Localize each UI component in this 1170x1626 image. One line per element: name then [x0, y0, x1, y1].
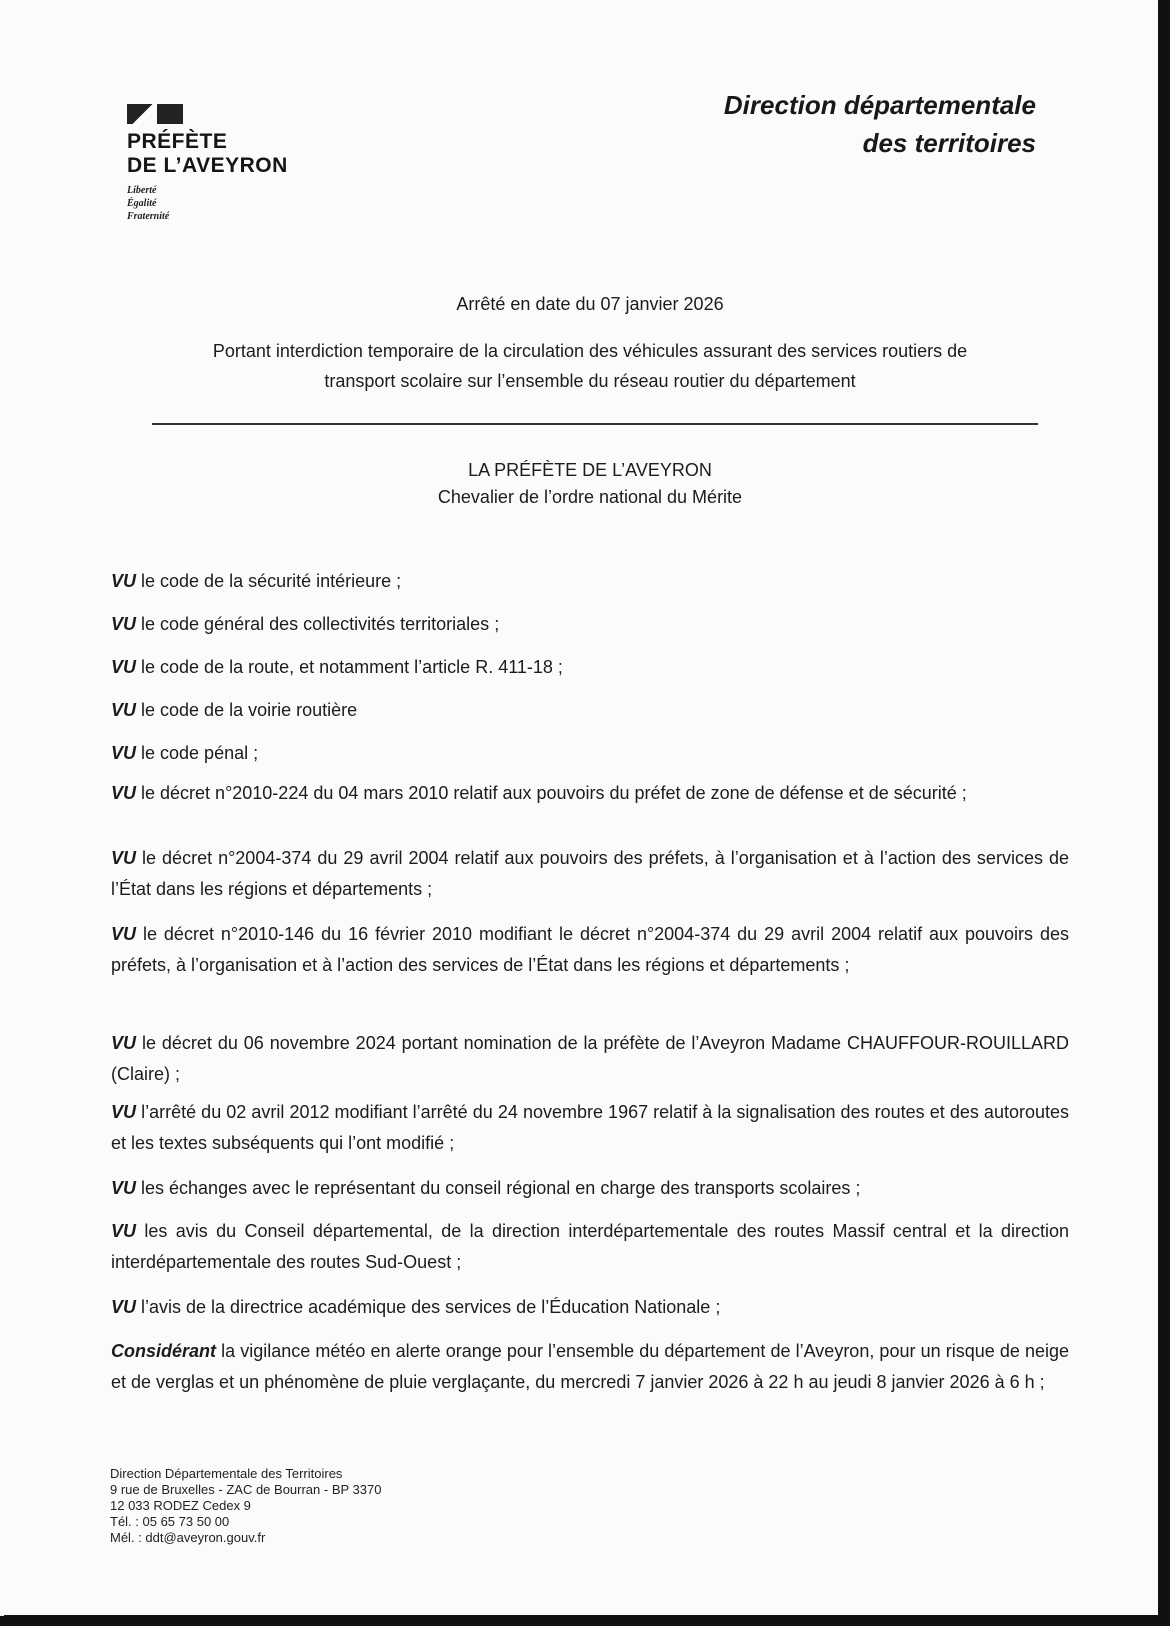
visa-paragraph: VU le décret du 06 novembre 2024 portant nomination de la préfète de l’Aveyron Madame CHAUFFOUR-ROUILLARD (Claire) ;	[111, 1033, 1069, 1084]
visa-paragraph: VU le code de la voirie routière	[111, 700, 358, 720]
visa-paragraph: VU le décret n°2010-146 du 16 février 2010 modifiant le décret n°2004-374 du 29 avril 2004 relatif aux pouvoirs des préfets, à l’organisation et à l’action des services de l’État dans les régions et départements ;	[111, 924, 1069, 975]
subject-line1: Portant interdiction temporaire de la circulation des véhicules assurant des services routiers de	[212, 341, 968, 361]
visa-paragraph: VU les échanges avec le représentant du conseil régional en charge des transports scolaires ;	[111, 1178, 861, 1198]
visa-paragraph: VU le code de la route, et notamment l’article R. 411-18 ;	[111, 657, 563, 677]
authority	[120, 457, 1060, 511]
visa-paragraph: VU l’arrêté du 02 avril 2012 modifiant l’arrêté du 24 novembre 1967 relatif à la signalisation des routes et des autoroutes et les textes subséquents qui l’ont modifié ;	[111, 1102, 1069, 1153]
devise-fraternite: Fraternité	[127, 211, 170, 222]
visa-paragraph: VU le décret n°2004-374 du 29 avril 2004 relatif aux pouvoirs des préfets, à l’organisation et à l’action des services de l’État dans les régions et départements ;	[111, 848, 1069, 899]
scan-edge-right	[1158, 0, 1170, 1626]
authority-title: LA PRÉFÈTE DE L’AVEYRON	[468, 460, 712, 480]
footer-phone: Tél. : 05 65 73 50 00	[110, 1514, 230, 1529]
scan-edge-bottom	[0, 1616, 1170, 1626]
divider	[152, 423, 1038, 425]
visa-paragraph: VU les avis du Conseil départemental, de la direction interdépartementale des routes Massif central et la direction interdépartementale des routes Sud-Ouest ;	[111, 1221, 1069, 1272]
visa-paragraph: VU l’avis de la directrice académique des services de l’Éducation Nationale ;	[111, 1297, 721, 1317]
arrete-subject	[120, 336, 1060, 396]
considerant-paragraph: Considérant la vigilance météo en alerte orange pour l’ensemble du département de l’Aveyron, pour un risque de neige et de verglas et un phénomène de pluie verglaçante, du mercredi 7 janvier 2026 à 22 h au jeudi 8 janvier 2026 à 6 h ;	[111, 1341, 1069, 1392]
marianne-icon	[127, 104, 288, 124]
direction-header	[724, 86, 1036, 162]
footer-line1: Direction Départementale des Territoires	[110, 1466, 343, 1481]
logo-title-line2: DE L’AVEYRON	[127, 154, 288, 177]
arrete-date: Arrêté en date du 07 janvier 2026	[456, 294, 724, 314]
devise-liberte: Liberté	[127, 185, 157, 196]
devise	[127, 184, 288, 223]
devise-egalite: Égalité	[127, 198, 157, 209]
visa-paragraph: VU le code général des collectivités territoriales ;	[111, 614, 500, 634]
authority-distinction: Chevalier de l’ordre national du Mérite	[437, 487, 743, 507]
visa-paragraph: VU le code pénal ;	[111, 743, 259, 763]
visa-paragraph: VU le décret n°2010-224 du 04 mars 2010 relatif aux pouvoirs du préfet de zone de défense et de sécurité ;	[111, 783, 967, 803]
prefecture-logo	[127, 104, 288, 223]
footer-line2: 9 rue de Bruxelles - ZAC de Bourran - BP 3370	[110, 1482, 382, 1497]
footer-address	[110, 1466, 381, 1546]
subject-line2: transport scolaire sur l’ensemble du réseau routier du département	[324, 371, 856, 391]
footer-email: Mél. : ddt@aveyron.gouv.fr	[110, 1530, 266, 1545]
visa-paragraph: VU le code de la sécurité intérieure ;	[111, 571, 402, 591]
logo-title-line1: PRÉFÈTE	[127, 130, 228, 153]
footer-line3: 12 033 RODEZ Cedex 9	[110, 1498, 251, 1513]
direction-line2: des territoires	[862, 128, 1036, 158]
direction-line1: Direction départementale	[723, 90, 1036, 120]
